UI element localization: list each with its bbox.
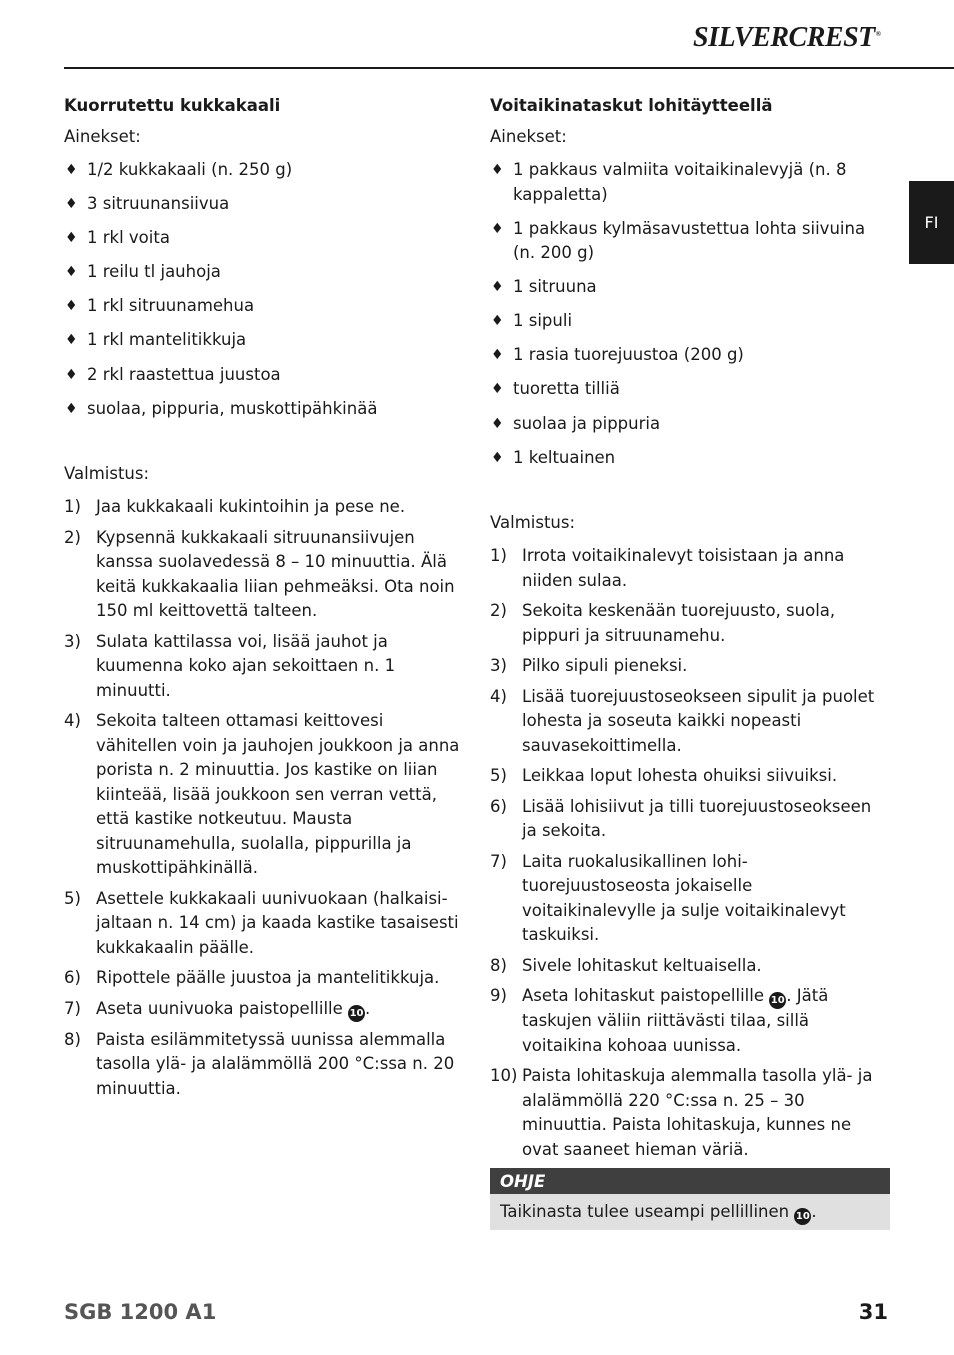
ingredient-item <box>64 158 464 183</box>
ingredients-label: Ainekset: <box>64 126 141 146</box>
step-number: 5) <box>64 888 81 908</box>
ingredient-list <box>64 158 464 421</box>
ingredient-text: tuoretta tilliä <box>513 379 620 399</box>
ingredient-item <box>490 217 890 266</box>
step-number: 2) <box>490 601 507 621</box>
ingredient-text: 1 rasia tuorejuustoa (200 g) <box>513 345 744 365</box>
step-number: 3) <box>490 656 507 676</box>
step-number: 2) <box>64 527 81 547</box>
step-text: Jaa kukkakaali kukintoihin ja pese ne. <box>96 497 406 517</box>
bullet-diamond-icon: ♦ <box>491 449 504 466</box>
ingredient-text: 1 reilu tl jauhoja <box>87 262 221 282</box>
bullet-diamond-icon: ♦ <box>491 415 504 432</box>
step-text-cont: . Jätä taskujen väliin riittävästi tilaa, sillä voitaikina kohoaa uunissa. <box>522 986 829 1055</box>
step-text: Sekoita talteen ottamasi keittovesi vähitellen voin ja jauhojen joukkoon ja anna porista n. 2 minuuttia. Jos kastike on liian kiinteää, lisää joukkoon sen verran vettä, että kastike notkeutuu. Mausta sitruunamehulla, suolalla, pippurilla ja muskottipähkinällä. <box>96 711 460 878</box>
step-number: 8) <box>64 1029 81 1049</box>
step-item <box>64 630 464 704</box>
step-text: Irrota voitaikinalevyt toisistaan ja anna niiden sulaa. <box>522 546 845 590</box>
step-number: 1) <box>490 546 507 566</box>
recipe-left <box>64 94 464 1107</box>
step-item <box>490 1064 890 1162</box>
ingredient-text: 1 rkl sitruunamehua <box>87 296 255 316</box>
bullet-diamond-icon: ♦ <box>65 298 78 315</box>
step-text: Paista lohitaskuja alemmalla tasolla ylä- ja alalämmöllä 220 °C:ssa n. 25 – 30 minuuttia. Paista lohitaskuja, kunnes ne ovat saaneet hieman väriä. <box>522 1066 873 1159</box>
step-text: Leikkaa loput lohesta ohuiksi siivuiksi. <box>522 766 838 786</box>
step-item <box>490 984 890 1058</box>
step-number: 4) <box>64 711 81 731</box>
step-number: 6) <box>64 968 81 988</box>
step-item <box>490 685 890 759</box>
step-number: 3) <box>64 631 81 651</box>
note-title: OHJE <box>490 1168 890 1194</box>
step-text: Aseta uunivuoka paistopellille <box>96 998 349 1018</box>
ingredient-text: 1 rkl mantelitikkuja <box>87 330 247 350</box>
step-item <box>64 966 464 991</box>
ingredient-item <box>64 328 464 353</box>
step-item <box>490 599 890 648</box>
brand-logo: SILVERCREST® <box>693 22 881 53</box>
step-number: 9) <box>490 986 507 1006</box>
step-list <box>490 544 890 1162</box>
step-number: 6) <box>490 796 507 816</box>
ingredient-text: 3 sitruunansiivua <box>87 194 230 214</box>
ingredient-item <box>64 397 464 422</box>
bullet-diamond-icon: ♦ <box>65 162 78 178</box>
bullet-diamond-icon: ♦ <box>65 230 78 247</box>
bullet-diamond-icon: ♦ <box>491 162 504 178</box>
step-text: Laita ruokalusikallinen lohi-tuorejuustoseosta jokaiselle voitaikinalevylle ja sulje voitaikinalevyt taskuiksi. <box>522 851 846 945</box>
ingredient-text: 1 sitruuna <box>513 277 597 297</box>
ingredient-text: 1/2 kukkakaali (n. 250 g) <box>87 160 293 179</box>
bullet-diamond-icon: ♦ <box>65 366 78 383</box>
step-text: Lisää tuorejuustoseokseen sipulit ja puolet lohesta ja soseuta kaikki nopeasti sauvasekoittimella. <box>522 686 875 755</box>
step-number: 5) <box>490 766 507 786</box>
step-item <box>64 1028 464 1102</box>
ingredient-item <box>64 192 464 217</box>
ingredient-text: 1 pakkaus kylmäsavustettua lohta siivuina (n. 200 g) <box>513 218 866 263</box>
language-tab: FI <box>909 181 954 264</box>
step-item <box>490 764 890 789</box>
bullet-diamond-icon: ♦ <box>491 381 504 398</box>
step-text: Paista esilämmitetyssä uunissa alemmalla tasolla ylä- ja alalämmöllä 200 °C:ssa n. 20 minuuttia. <box>96 1029 455 1098</box>
ingredient-item <box>490 343 890 368</box>
header-rule <box>64 67 954 69</box>
ingredient-item <box>64 260 464 285</box>
step-text: Asettele kukkakaali uunivuokaan (halkaisijaltaan n. 14 cm) ja kaada kastike tasaisesti kukkakaalin päälle. <box>96 888 459 957</box>
ingredient-text: 2 rkl raastettua juustoa <box>87 364 281 384</box>
step-item <box>490 544 890 593</box>
ingredient-text: suolaa, pippuria, muskottipähkinää <box>87 398 378 418</box>
step-text: Aseta lohitaskut paistopellille <box>522 986 770 1006</box>
step-item <box>490 954 890 979</box>
bullet-diamond-icon: ♦ <box>65 400 78 417</box>
step-text: Lisää lohisiivut ja tilli tuorejuustoseokseen ja sekoita. <box>522 796 872 841</box>
bullet-diamond-icon: ♦ <box>491 220 504 237</box>
step-text: Sivele lohitaskut keltuaisella. <box>522 955 762 975</box>
recipe-right <box>490 94 890 1230</box>
ingredient-text: suolaa ja pippuria <box>513 413 661 433</box>
ingredient-item <box>64 363 464 388</box>
step-text: Ripottele päälle juustoa ja mantelitikkuja. <box>96 968 440 988</box>
page-number: 31 <box>858 1300 888 1324</box>
recipe-title: Kuorrutettu kukkakaali <box>64 96 281 115</box>
bullet-diamond-icon: ♦ <box>491 313 504 330</box>
part-number-icon: 10 <box>348 1005 365 1022</box>
step-item <box>64 709 464 881</box>
ingredient-item <box>64 294 464 319</box>
model-number: SGB 1200 A1 <box>64 1300 217 1324</box>
ingredient-item <box>490 158 890 207</box>
method-label: Valmistus: <box>490 512 576 532</box>
bullet-diamond-icon: ♦ <box>65 332 78 349</box>
bullet-diamond-icon: ♦ <box>65 196 78 213</box>
step-text: Sekoita keskenään tuorejuusto, suola, pippuri ja sitruunamehu. <box>522 601 836 645</box>
bullet-diamond-icon: ♦ <box>65 264 78 281</box>
step-item <box>64 526 464 624</box>
step-item <box>64 887 464 961</box>
ingredient-item <box>490 275 890 300</box>
ingredient-item <box>490 446 890 471</box>
step-item <box>64 495 464 520</box>
step-number: 8) <box>490 955 507 975</box>
part-number-icon: 10 <box>794 1208 811 1225</box>
ingredients-label: Ainekset: <box>490 126 567 146</box>
step-text: Kypsennä kukkakaali sitruunansiivujen kanssa suolavedessä 8 – 10 minuuttia. Älä keitä kukkakaalia liian pehmeäksi. Ota noin 150 ml keittovettä talteen. <box>96 527 455 621</box>
step-number: 1) <box>64 497 81 517</box>
step-text: Pilko sipuli pieneksi. <box>522 656 688 676</box>
step-number: 7) <box>64 998 81 1018</box>
note-box <box>490 1168 890 1230</box>
step-text-cont: . <box>365 998 371 1018</box>
step-list <box>64 495 464 1101</box>
bullet-diamond-icon: ♦ <box>491 347 504 364</box>
step-number: 10) <box>490 1066 518 1086</box>
bullet-diamond-icon: ♦ <box>491 279 504 296</box>
part-number-icon: 10 <box>769 992 786 1009</box>
ingredient-item <box>64 226 464 251</box>
recipe-title: Voitaikinataskut lohitäytteellä <box>490 96 773 115</box>
step-number: 4) <box>490 686 507 706</box>
step-item <box>490 795 890 844</box>
ingredient-text: 1 rkl voita <box>87 228 170 248</box>
ingredient-text: 1 sipuli <box>513 311 573 331</box>
step-item <box>64 997 464 1022</box>
ingredient-text: 1 keltuainen <box>513 447 616 467</box>
ingredient-item <box>490 309 890 334</box>
step-item <box>490 850 890 948</box>
ingredient-item <box>490 412 890 437</box>
step-text: Sulata kattilassa voi, lisää jauhot ja kuumenna koko ajan sekoittaen n. 1 minuutti. <box>96 631 396 700</box>
step-number: 7) <box>490 851 507 871</box>
method-label: Valmistus: <box>64 463 150 483</box>
ingredient-list <box>490 158 890 470</box>
note-text: Taikinasta tulee useampi pellillinen 10. <box>490 1194 890 1230</box>
ingredient-text: 1 pakkaus valmiita voitaikinalevyjä (n. 8 kappaletta) <box>513 160 847 204</box>
ingredient-item <box>490 377 890 402</box>
step-item <box>490 654 890 679</box>
